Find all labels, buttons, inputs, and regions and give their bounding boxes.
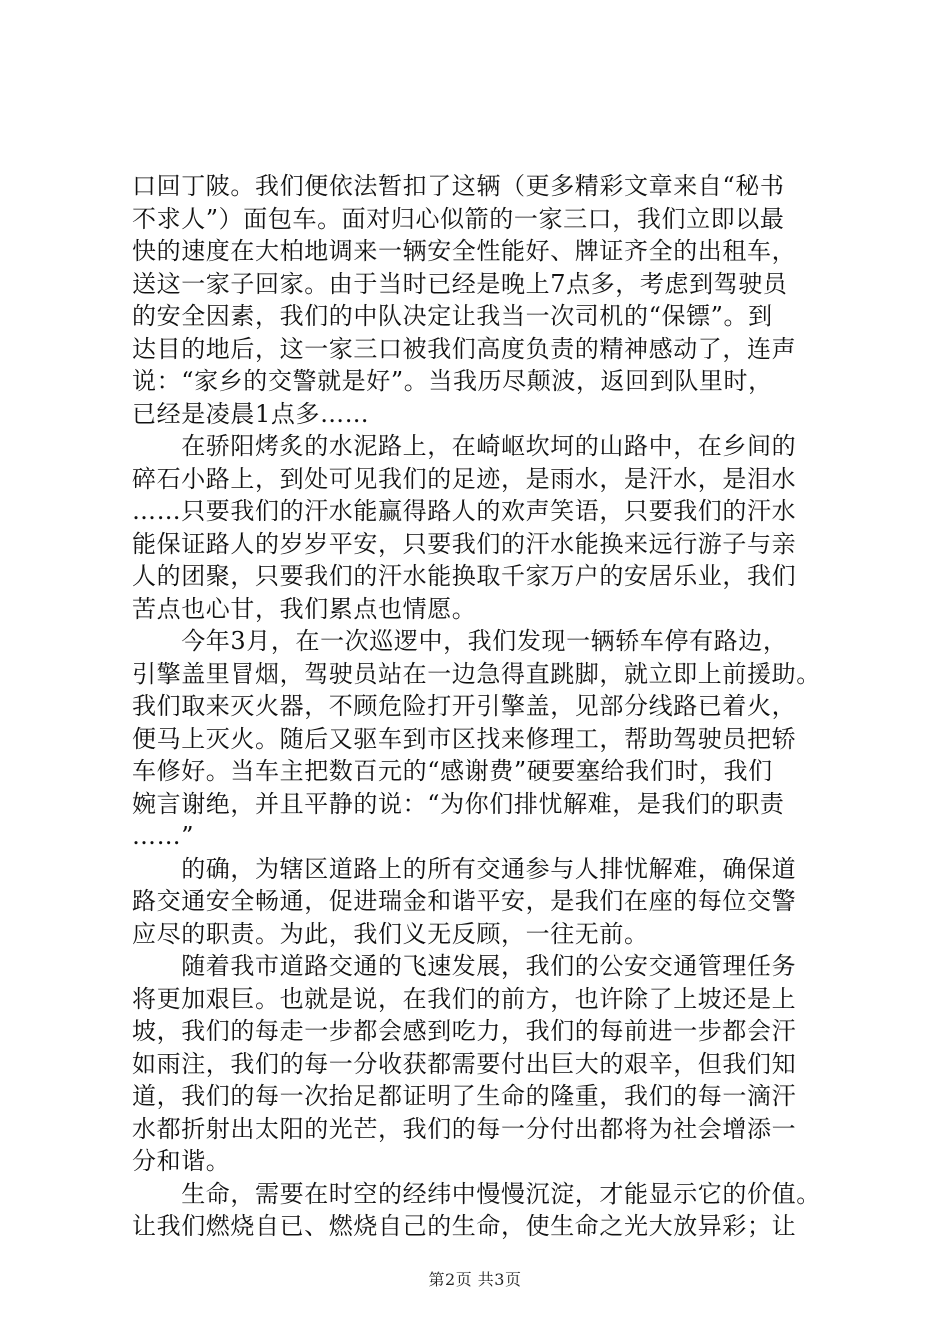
text-line: 随着我市道路交通的飞速发展，我们的公安交通管理任务 bbox=[132, 952, 797, 980]
text-line: 的确，为辖区道路上的所有交通参与人排忧解难，确保道 bbox=[132, 854, 797, 883]
text-line: 便马上灭火。随后又驱车到市区找来修理工，帮助驾驶员把轿 bbox=[132, 724, 797, 753]
text-line: 生命，需要在时空的经纬中慢慢沉淀，才能显示它的价值。 bbox=[132, 1179, 821, 1208]
text-line: 口回丁陂。我们便依法暂扣了这辆（更多精彩文章来自“秘书 bbox=[132, 172, 785, 200]
text-line: 在骄阳烤炙的水泥路上，在崎岖坎坷的山路中，在乡间的 bbox=[132, 432, 797, 460]
text-line: 让我们燃烧自已、燃烧自己的生命，使生命之光大放异彩；让 bbox=[132, 1212, 797, 1240]
text-line: 如雨注，我们的每一分收获都需要付出巨大的艰辛，但我们知 bbox=[132, 1049, 797, 1078]
text-line: 引擎盖里冒烟，驾驶员站在一边急得直跳脚，就立即上前援助。 bbox=[132, 659, 821, 688]
text-line: 应尽的职责。为此，我们义无反顾，一往无前。 bbox=[132, 919, 649, 948]
text-line: 人的团聚，只要我们的汗水能换取千家万户的安居乐业，我们 bbox=[132, 562, 797, 590]
text-line: 能保证路人的岁岁平安，只要我们的汗水能换来远行游子与亲 bbox=[132, 529, 797, 558]
text-line: 苦点也心甘，我们累点也情愿。 bbox=[132, 594, 477, 623]
text-line: 坡，我们的每走一步都会感到吃力，我们的每前进一步都会汗 bbox=[132, 1017, 797, 1045]
text-line: 路交通安全畅通，促进瑞金和谐平安，是我们在座的每位交警 bbox=[132, 887, 797, 915]
text-line: 将更加艰巨。也就是说，在我们的前方，也许除了上坡还是上 bbox=[132, 984, 797, 1013]
text-line: 水都折射出太阳的光芒，我们的每一分付出都将为社会增添一 bbox=[132, 1114, 797, 1143]
text-line: 今年3月，在一次巡逻中，我们发现一辆轿车停有路边， bbox=[132, 627, 788, 655]
text-line: 的安全因素，我们的中队决定让我当一次司机的“保镖”。到 bbox=[132, 302, 773, 330]
text-line: 我们取来灭火器，不顾危险打开引擎盖，见部分线路已着火， bbox=[132, 692, 797, 720]
page-number-footer: 第2页 共3页 bbox=[428, 1270, 522, 1289]
text-line: ……” bbox=[132, 822, 195, 850]
text-line: 不求人”）面包车。面对归心似箭的一家三口，我们立即以最 bbox=[132, 204, 785, 233]
text-line: 已经是凌晨1点多…… bbox=[132, 399, 370, 428]
text-line: 车修好。当车主把数百元的“感谢费”硬要塞给我们时，我们 bbox=[132, 757, 773, 785]
text-line: 送这一家子回家。由于当时已经是晚上7点多，考虑到驾驶员 bbox=[132, 269, 788, 298]
text-line: 分和谐。 bbox=[132, 1147, 231, 1175]
text-line: 婉言谢绝，并且平静的说：“为你们排忧解难，是我们的职责 bbox=[132, 789, 785, 818]
text-line: 碎石小路上，到处可见我们的足迹，是雨水，是汗水，是泪水 bbox=[132, 464, 797, 493]
document-body bbox=[132, 170, 832, 1243]
text-line: ……只要我们的汗水能赢得路人的欢声笑语，只要我们的汗水 bbox=[132, 497, 797, 525]
text-line: 道，我们的每一次抬足都证明了生命的隆重，我们的每一滴汗 bbox=[132, 1082, 797, 1110]
text-line: 达目的地后，这一家三口被我们高度负责的精神感动了，连声 bbox=[132, 334, 797, 363]
text-line: 快的速度在大柏地调来一辆安全性能好、牌证齐全的出租车， bbox=[132, 237, 797, 265]
text-line: 说：“家乡的交警就是好”。当我历尽颠波，返回到队里时， bbox=[132, 367, 773, 395]
